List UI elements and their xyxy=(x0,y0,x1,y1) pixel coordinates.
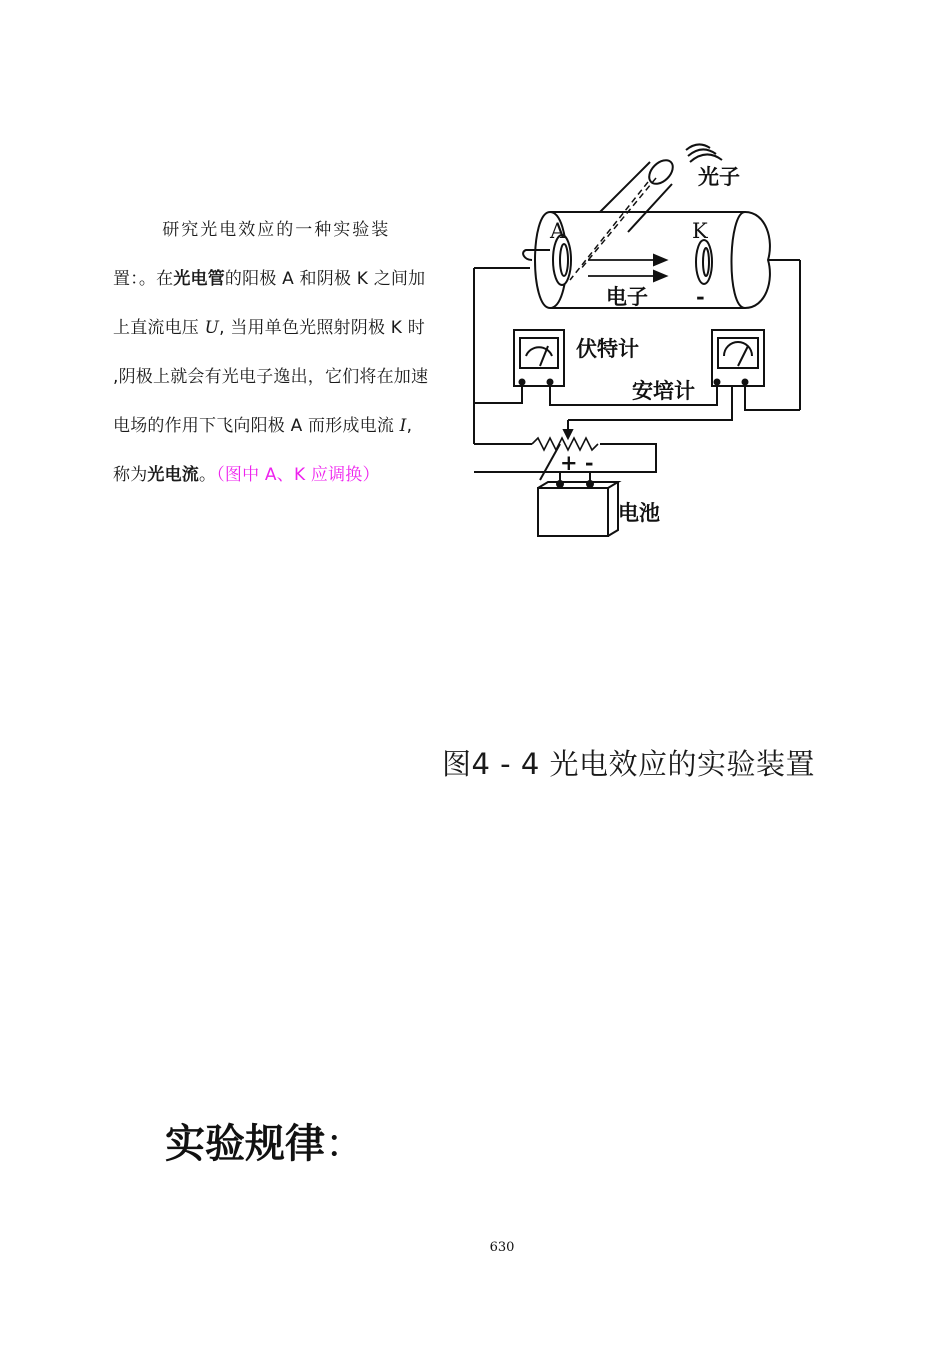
text-run: 置：。在 xyxy=(113,269,174,289)
page-number: 630 xyxy=(489,1240,515,1255)
label-cathode: K xyxy=(692,219,708,243)
label-voltmeter: 伏特计 xyxy=(576,336,639,361)
text-run: 的阳极 A 和阴极 K 之间加上直流电压 xyxy=(113,269,426,338)
label-battery: 电池 xyxy=(618,500,660,525)
rheostat-icon xyxy=(532,438,598,450)
term-phototube: 光电管 xyxy=(173,269,225,289)
paragraph-body xyxy=(113,255,431,500)
variable-i: I xyxy=(399,416,407,436)
label-battery-polarity: + - xyxy=(560,450,594,475)
label-photon: 光子 xyxy=(698,164,740,189)
text-run: , 称为 xyxy=(113,416,413,485)
label-cathode-minus: - xyxy=(696,284,705,309)
variable-u: U xyxy=(204,318,220,338)
paragraph-first-line: 研究光电效应的一种实验装 xyxy=(162,220,391,240)
text-run: , 当用单色光照射阴极 K 时 ,阴极上就会有光电子逸出，它们将在加速电场的作用下飞向阳极 A 而形成电流 xyxy=(113,318,429,436)
correction-note: （图中 A、K 应调换） xyxy=(216,465,380,485)
text-run: 。 xyxy=(199,465,217,485)
ammeter-icon xyxy=(712,330,764,386)
description-paragraph xyxy=(113,206,431,500)
light-ray-icon xyxy=(690,154,722,162)
label-anode: A xyxy=(550,219,566,243)
section-heading xyxy=(165,1112,365,1169)
phototube-experiment-diagram xyxy=(460,120,815,545)
light-tube xyxy=(600,162,672,232)
voltmeter-icon xyxy=(514,330,564,386)
figure-caption: 图4 - 4 光电效应的实验装置 xyxy=(442,747,816,781)
heading-text: 实验规律 xyxy=(165,1121,325,1167)
label-ammeter: 安培计 xyxy=(632,378,695,403)
term-photocurrent: 光电流 xyxy=(147,465,200,485)
battery-icon xyxy=(538,481,618,536)
label-electron: 电子 xyxy=(606,284,648,309)
heading-colon: ： xyxy=(325,1121,365,1167)
